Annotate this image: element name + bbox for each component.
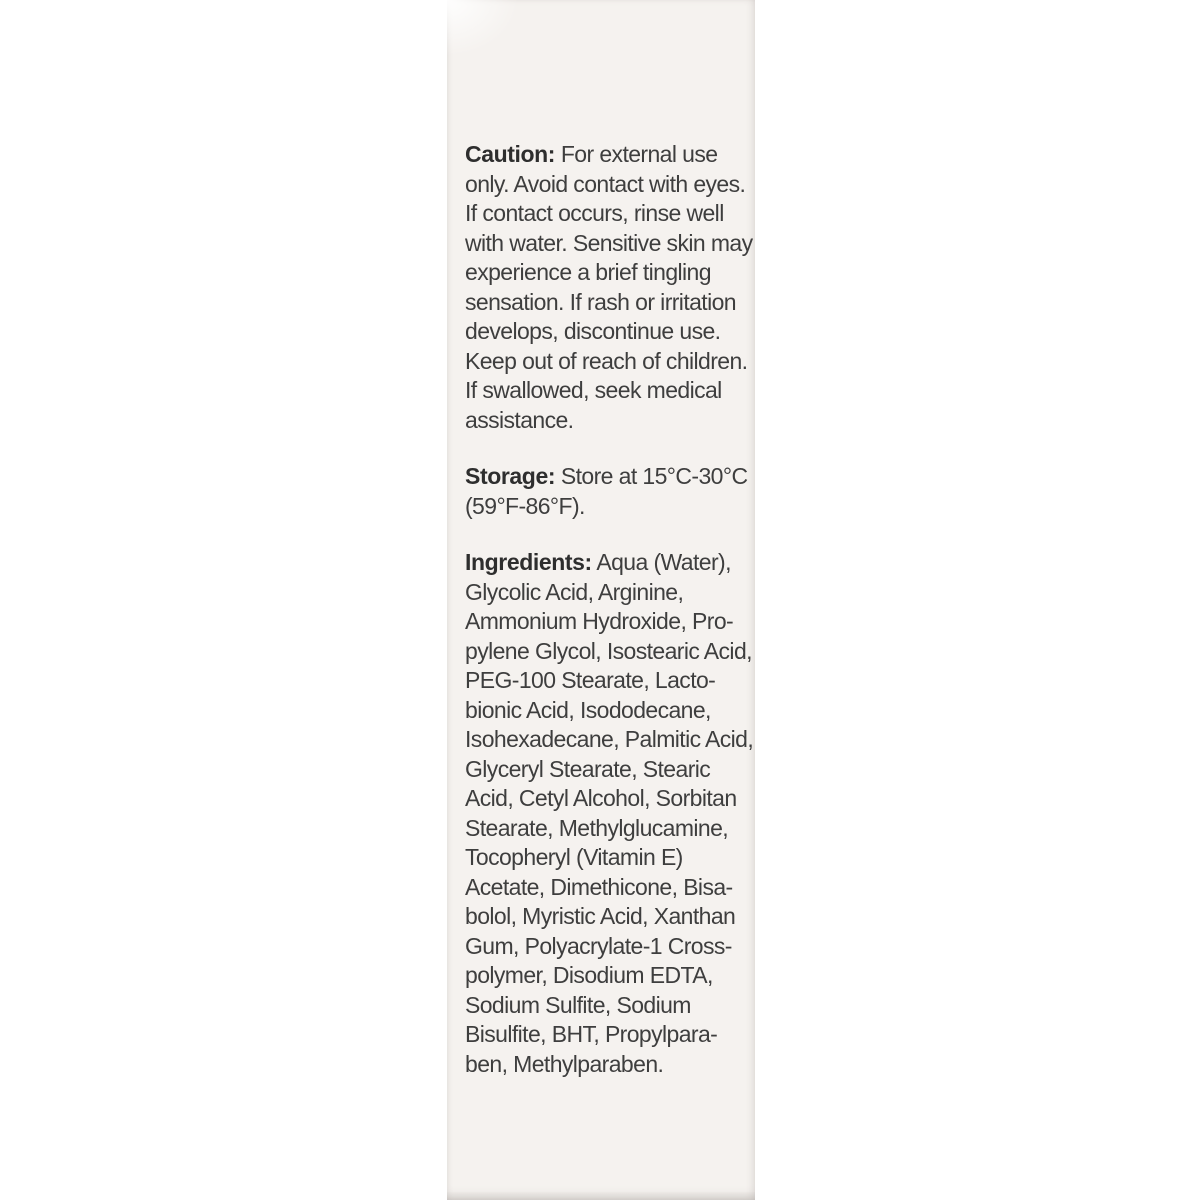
storage-body: (59°F-86°F).	[465, 492, 585, 519]
caution-first-line-text: For external use	[560, 141, 718, 167]
ingredients-section	[465, 548, 753, 1079]
caution-first-line	[465, 140, 753, 170]
caution-heading: Caution:	[465, 141, 556, 167]
storage-heading: Storage:	[465, 463, 556, 489]
label-text-column	[465, 140, 753, 1106]
storage-first-line	[465, 462, 753, 492]
caution-body: only. Avoid contact with eyes. If contact occurs, rinse well with water. Sensitive skin may experience a brief tingling sensation. If rash or irritation develops, discontinue use. Keep out of reach of children. If swallowed, seek medical assistance.	[465, 170, 753, 433]
ingredients-body: Glycolic Acid, Arginine, Ammonium Hydroxide, Pro- pylene Glycol, Isostearic Acid, PEG-100 Stearate, Lacto- bionic Acid, Isododecane, Isohexadecane, Palmitic Acid, Glyceryl Stearate, Stearic Acid, Cetyl Alcohol, Sorbitan Stearate, Methylglucamine, Tocopheryl (Vitamin E) Acetate, Dimethicone, Bisa- bolol, Myristic Acid, Xanthan Gum, Polyacrylate-1 Cross- polymer, Disodium EDTA, Sodium Sulfite, Sodium Bisulfite, BHT, Propylpara- ben, Methylparaben.	[465, 578, 754, 1077]
packaging-box-side-panel	[447, 0, 755, 1200]
ingredients-first-line-text: Aqua (Water),	[596, 549, 731, 575]
ingredients-first-line	[465, 548, 753, 578]
ingredients-heading: Ingredients:	[465, 549, 592, 575]
caution-section	[465, 140, 753, 435]
storage-first-line-text: Store at 15°C-30°C	[560, 463, 748, 489]
storage-section	[465, 462, 753, 521]
